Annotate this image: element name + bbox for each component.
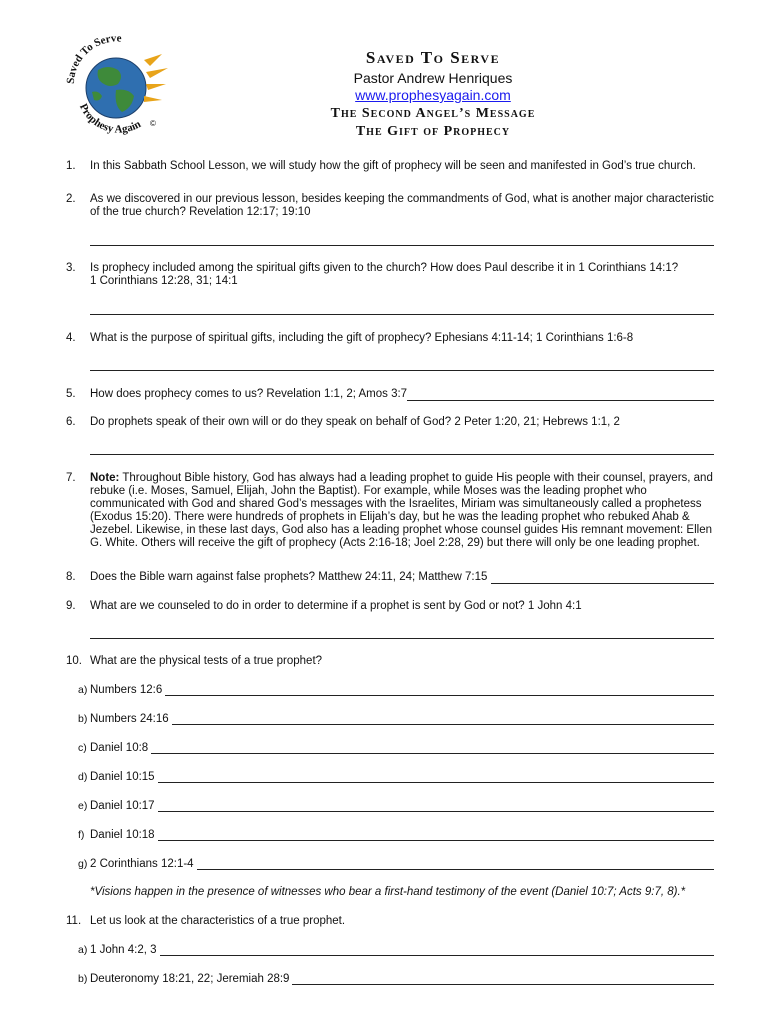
answer-line-2[interactable] <box>90 245 714 246</box>
sub-letter: b) <box>78 713 88 725</box>
scripture-reference: Numbers 24:16 <box>90 713 172 726</box>
answer-line-9[interactable] <box>90 638 714 639</box>
sub-question-10b <box>66 713 716 727</box>
question-number: 3. <box>66 262 76 274</box>
sub-question-10e <box>66 800 716 814</box>
question-number: 10. <box>66 655 82 667</box>
scripture-reference: 2 Corinthians 12:1-4 <box>90 858 197 871</box>
answer-line[interactable] <box>90 840 714 841</box>
answer-line-4[interactable] <box>90 370 714 371</box>
sub-letter: d) <box>78 771 88 783</box>
sub-letter: a) <box>78 684 88 696</box>
sub-letter: g) <box>78 858 88 870</box>
saved-to-serve-logo <box>58 30 176 142</box>
note-text: Throughout Bible history, God has always had a leading prophet to guide His people with their counsel, prayers, and rebuke (i.e. Moses, Samuel, Elijah, John the Baptist). For example, while Moses was the leading prophet who communicated with God and shared God’s messages with the Israelites, Miriam was simultaneously called a prophetess (Exodus 15:20). There were hundreds of prophets in Elijah’s day, but he was the leading prophet who rebuked Ahab & Jezebel. Likewise, in these last days, God also has a leading prophet whose counsel guides His remnant movement: Ellen G. White. Others will receive the gift of prophecy (Acts 2:16-18; Joel 2:28, 29) but there will only be one leading prophet. <box>90 472 713 549</box>
scripture-reference: Numbers 12:6 <box>90 684 165 697</box>
answer-line-6[interactable] <box>90 454 714 455</box>
lesson-topic: The Gift of Prophecy <box>355 124 511 139</box>
answer-line[interactable] <box>90 724 714 725</box>
answer-line[interactable] <box>90 753 714 754</box>
question-text: In this Sabbath School Lesson, we will study how the gift of prophecy will be seen and manifested in God’s true church. <box>90 160 696 172</box>
question-number: 2. <box>66 193 76 205</box>
logo-text-top: Saved To Serve <box>64 32 122 85</box>
header <box>240 48 626 141</box>
scripture-reference: Daniel 10:18 <box>90 829 158 842</box>
question-number: 4. <box>66 332 76 344</box>
scripture-reference: 1 John 4:2, 3 <box>90 944 160 957</box>
globe-icon <box>86 58 146 118</box>
sub-letter: a) <box>78 944 88 956</box>
copyright-mark: © <box>150 119 156 128</box>
visions-note: *Visions happen in the presence of witnesses who bear a first-hand testimony of the event (Daniel 10:7; Acts 9:7, 8).* <box>90 886 686 898</box>
website-link[interactable]: www.prophesyagain.com <box>355 87 511 103</box>
answer-line-3[interactable] <box>90 314 714 315</box>
pastor-name: Pastor Andrew Henriques <box>353 70 513 86</box>
lesson-subtitle: The Second Angel’s Message <box>330 106 536 121</box>
question-text: Do prophets speak of their own will or do they speak on behalf of God? 2 Peter 1:20, 21; Hebrews 1:1, 2 <box>90 416 620 428</box>
answer-line[interactable] <box>90 955 714 956</box>
sub-letter: c) <box>78 742 87 754</box>
sub-question-11a <box>66 944 716 958</box>
question-number: 1. <box>66 160 76 172</box>
note-label: Note: <box>90 472 120 484</box>
question-text: What are the physical tests of a true prophet? <box>90 655 323 667</box>
question-text: As we discovered in our previous lesson, besides keeping the commandments of God, what is another major characteristic of the true church? Revelation 12:17; 19:10 <box>90 193 714 218</box>
flame-icon <box>144 54 168 102</box>
question-number: 8. <box>66 571 76 583</box>
question-text: Does the Bible warn against false prophets? Matthew 24:11, 24; Matthew 7:15 <box>90 571 488 583</box>
scripture-reference: Daniel 10:17 <box>90 800 158 813</box>
scripture-reference: Deuteronomy 18:21, 22; Jeremiah 28:9 <box>90 973 292 986</box>
answer-line[interactable] <box>90 811 714 812</box>
sub-question-10g <box>66 858 716 872</box>
logo-text-bottom: Prophesy Again <box>76 101 143 136</box>
question-number: 6. <box>66 416 76 428</box>
page-title: Saved To Serve <box>365 48 501 67</box>
question-number: 7. <box>66 472 76 484</box>
answer-line[interactable] <box>90 782 714 783</box>
answer-line[interactable] <box>90 695 714 696</box>
answer-line-5[interactable] <box>407 390 714 401</box>
question-text: What is the purpose of spiritual gifts, including the gift of prophecy? Ephesians 4:11-14; 1 Corinthians 1:6-8 <box>90 332 634 344</box>
question-text: What are we counseled to do in order to determine if a prophet is sent by God or not? 1 John 4:1 <box>90 600 582 612</box>
question-text: Is prophecy included among the spiritual gifts given to the church? How does Paul describe it in 1 Corinthians 14:1? <box>90 262 679 274</box>
scripture-reference: Daniel 10:8 <box>90 742 151 755</box>
question-text: How does prophecy comes to us? Revelation 1:1, 2; Amos 3:7 <box>90 388 408 400</box>
question-number: 5. <box>66 388 76 400</box>
sub-question-10d <box>66 771 716 785</box>
question-references: 1 Corinthians 12:28, 31; 14:1 <box>90 275 238 287</box>
sub-question-11b <box>66 973 716 987</box>
answer-line-8[interactable] <box>491 573 714 584</box>
scripture-reference: Daniel 10:15 <box>90 771 158 784</box>
sub-letter: b) <box>78 973 88 985</box>
question-text: Let us look at the characteristics of a true prophet. <box>90 915 346 927</box>
sub-question-10f <box>66 829 716 843</box>
sub-question-10a <box>66 684 716 698</box>
sub-letter: f) <box>78 829 85 841</box>
sub-letter: e) <box>78 800 88 812</box>
question-number: 11. <box>66 915 82 927</box>
sub-question-10c <box>66 742 716 756</box>
question-number: 9. <box>66 600 76 612</box>
